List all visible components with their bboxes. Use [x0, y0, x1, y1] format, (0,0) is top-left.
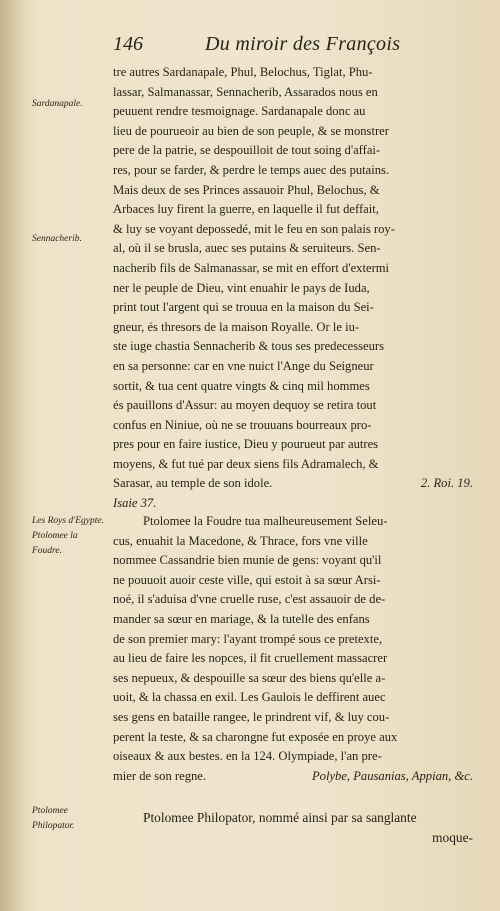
citation-sources: Polybe, Pausanias, Appian, &c. — [311, 768, 473, 783]
text-line: Arbaces luy firent la guerre, en laquelle il fut deffait, — [113, 202, 379, 217]
citation-isaiah: Isaie 37. — [113, 496, 157, 511]
text-line: peuuent rendre tesmoignage. Sardanapale donc au — [113, 104, 366, 119]
text-line: ner le peuple de Dieu, vint enuahir le pays de Iuda, — [113, 280, 370, 295]
text-line: uoit, & la chassa en exil. Les Gaulois le deffirent auec — [113, 690, 386, 705]
text-line: pere de la patrie, se despouilloit de tout soing d'affai- — [113, 143, 381, 158]
text-line: oiseaux & aux bestes. en la 124. Olympiade, l'an pre- — [113, 749, 382, 764]
text-line: moyens, & fut tué par deux siens fils Adramalech, & — [113, 456, 379, 471]
text-line: al, où il se brusla, auec ses putains & seruiteurs. Sen- — [113, 241, 381, 256]
text-line: confus en Niniue, où ne se trouuans bourreaux pro- — [113, 417, 372, 432]
text-line: en sa personne: car en vne nuict l'Ange du Seigneur — [113, 358, 374, 373]
text-line: au lieu de faire les nopces, il fit cruellement massacrer — [113, 651, 388, 666]
text-line: ste iuge chastia Sennacherib & tous ses predecesseurs — [113, 339, 385, 354]
text-line: de son premier mary: l'ayant trompé sous ce pretexte, — [113, 631, 383, 646]
margin-note-sardanapale: Sardanapale. — [32, 99, 83, 109]
text-line — [113, 474, 473, 494]
text-line: & luy se voyant depossedé, mit le feu en son palais roy- — [113, 221, 395, 236]
catchword: moque- — [432, 829, 473, 845]
text-line: ses nepueux, & despouille sa sœur des biens qu'elle a- — [113, 670, 386, 685]
paragraph-2 — [113, 512, 473, 786]
text-line: res, pour se farder, & perdre le temps auec des putains. — [113, 162, 390, 177]
text-line: gneur, és thresors de la maison Royalle. Or le iu- — [113, 319, 360, 334]
text-line: pres pour en faire iustice, Dieu y pourueut par autres — [113, 437, 379, 452]
text-line — [113, 767, 473, 787]
text-line: és pauillons d'Assur: au moyen dequoy se retira tout — [113, 398, 377, 413]
text-line: mander sa sœur en mariage, & la tutelle des enfans — [113, 611, 370, 626]
page-number: 146 — [113, 33, 143, 55]
text-line: cus, enuahit la Macedone, & Thrace, fors vne ville — [113, 533, 368, 548]
text-line: ne pouuoit auoir ceste ville, qui estoit à sa sœur Arsi- — [113, 572, 381, 587]
text-line: lassar, Salmanassar, Sennacherib, Assarados nous en — [113, 84, 378, 99]
text-line: nacherib fils de Salmanassar, se mit en effort d'extermi — [113, 260, 390, 275]
running-head: Du miroir des François — [205, 33, 401, 55]
text-line-content: Sarasar, au temple de son idole. — [113, 476, 273, 491]
text-line: noé, il s'aduisa d'vne cruelle ruse, c'est assauoir de de- — [113, 592, 386, 607]
text-line: perent la teste, & sa charongne fut exposée en proye aux — [113, 729, 398, 744]
text-line: ses gens en bataille rangee, le prindrent vif, & luy cou- — [113, 709, 390, 724]
text-line: lieu de pourueoir au bien de son peuple, & se monstrer — [113, 123, 389, 138]
margin-note-roys-egypte: Les Roys d'Egypte. Ptolomee la Foudre. — [32, 516, 104, 556]
text-line: Ptolomee la Foudre tua malheureusement Seleu- — [143, 514, 388, 528]
text-line: print tout l'argent qui se trouua en la maison du Sei- — [113, 300, 374, 315]
citation-kings: 2. Roi. 19. — [420, 476, 473, 491]
margin-note-sennacherib: Sennacherib. — [32, 234, 82, 244]
text-line: sortit, & tua cent quatre vingts & cinq mil hommes — [113, 378, 370, 393]
text-line-content: mier de son regne. — [113, 768, 207, 783]
gutter-shadow — [0, 0, 22, 911]
paragraph-3 — [113, 808, 473, 847]
text-line: tre autres Sardanapale, Phul, Belochus, Tiglat, Phu- — [113, 65, 373, 79]
paragraph-1 — [113, 63, 473, 514]
text-line: Ptolomee Philopator, nommé ainsi par sa sanglante — [143, 810, 417, 825]
text-line: Mais deux de ses Princes assauoir Phul, Belochus, & — [113, 182, 380, 197]
margin-note-ptolomee-philopator: Ptolomee Philopator. — [32, 806, 75, 831]
text-line: nommee Cassandrie bien munie de gens: voyant qu'il — [113, 553, 382, 568]
